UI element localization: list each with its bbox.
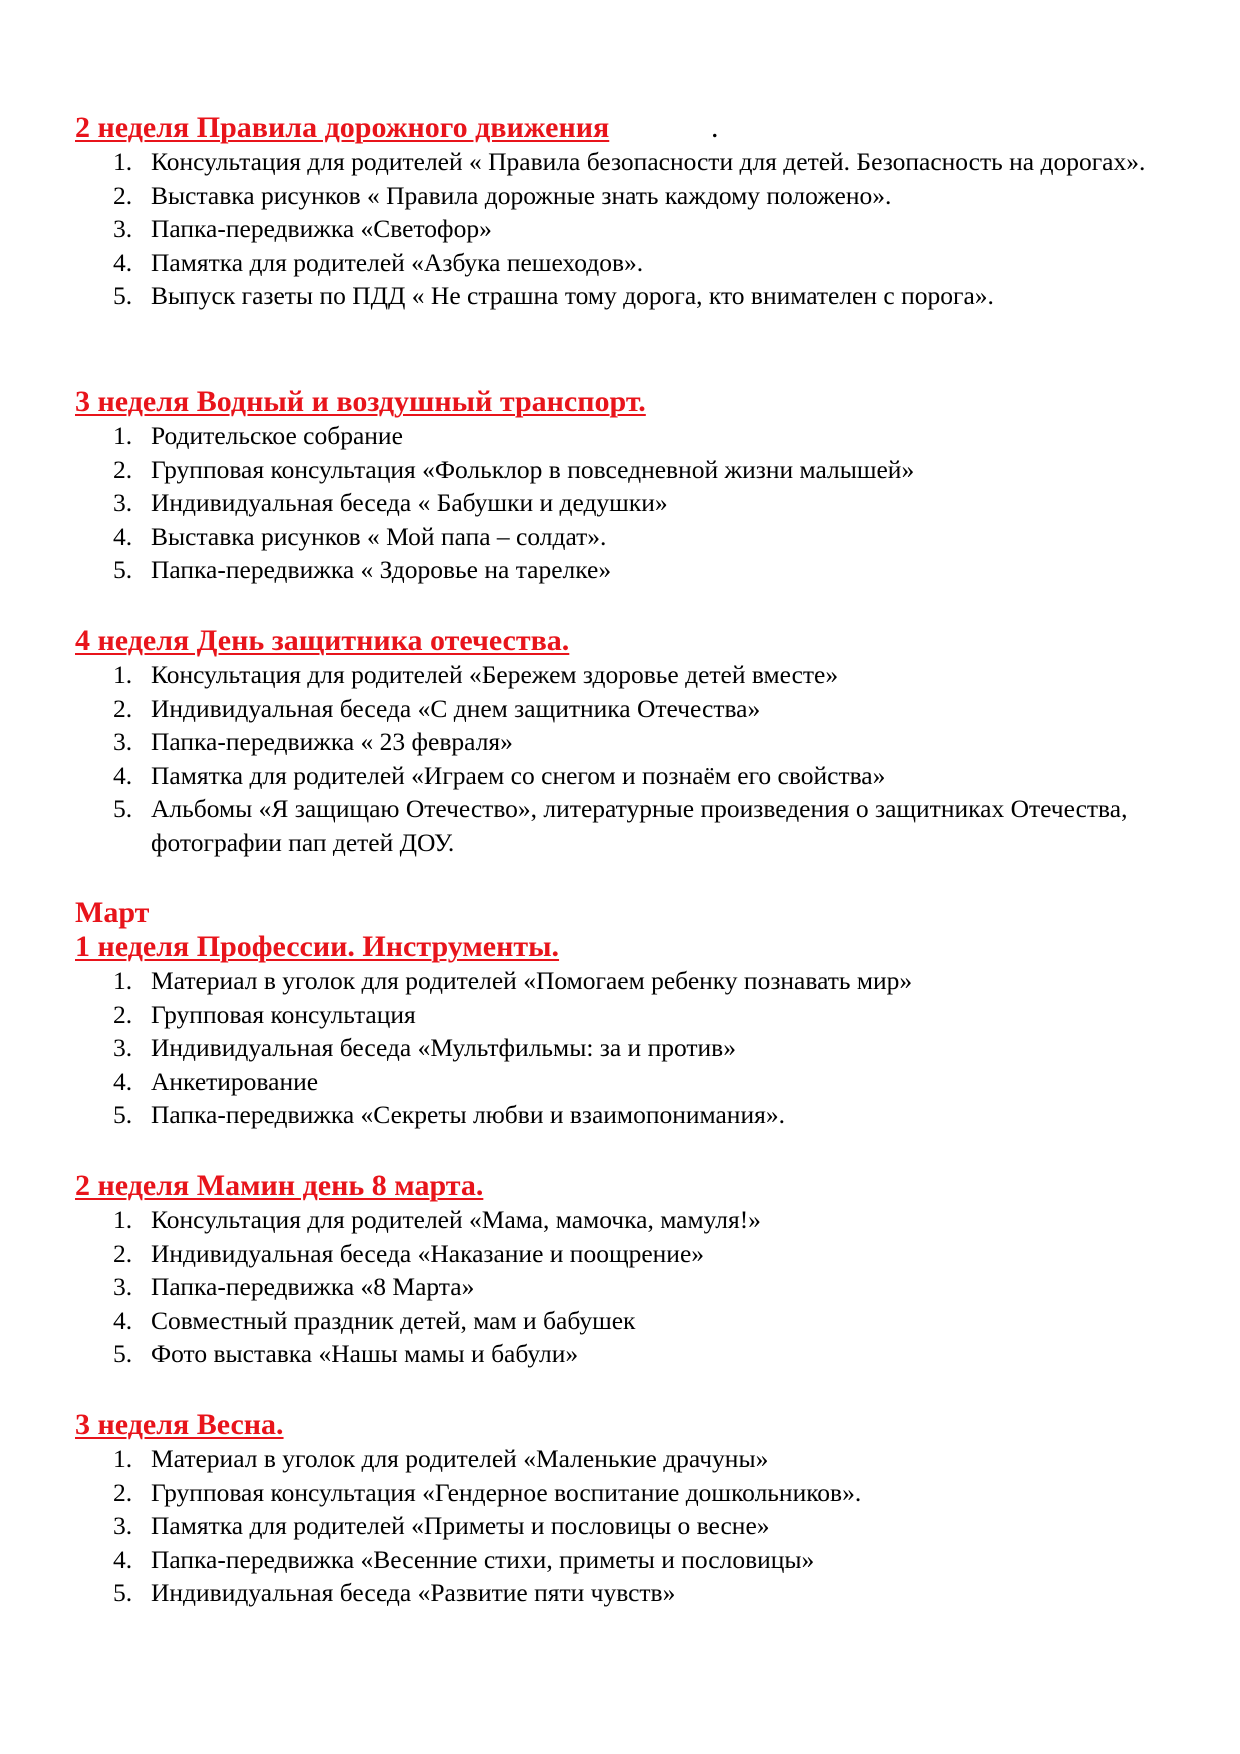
item-list [75, 964, 1185, 1132]
list-item: 2. Выставка рисунков « Правила дорожные знать каждому положено». [113, 180, 892, 210]
section-heading: 3 неделя Весна. [75, 1408, 284, 1441]
list-item: 2. Групповая консультация «Фольклор в повседневной жизни малышей» [113, 454, 915, 484]
list-item: 4. Анкетирование [113, 1066, 319, 1096]
heading-period: . [711, 111, 719, 144]
list-item: 1. Материал в уголок для родителей «Маленькие драчуны» [113, 1444, 769, 1473]
list-item: 3. Индивидуальная беседа « Бабушки и дедушки» [113, 488, 668, 517]
list-item: 1. Консультация для родителей «Бережем здоровье детей вместе» [113, 660, 839, 689]
item-list [75, 419, 1185, 587]
list-item: 5. Альбомы «Я защищаю Отечество», литературные произведения о защитниках Отечества, фотографии пап детей ДОУ. [113, 794, 1128, 857]
section-heading: 2 неделя Мамин день 8 марта. [75, 1169, 484, 1202]
section-march-week1-professions [75, 896, 1185, 1132]
list-item: 3. Папка-передвижка «8 Марта» [113, 1272, 475, 1301]
item-list [75, 1442, 1185, 1610]
list-item: 2. Индивидуальная беседа «Наказание и поощрение» [113, 1238, 705, 1268]
list-item: 3. Индивидуальная беседа «Мультфильмы: за и против» [113, 1033, 736, 1062]
list-item: 1. Материал в уголок для родителей «Помогаем ребенку познавать мир» [113, 966, 913, 995]
list-item: 5. Папка-передвижка « Здоровье на тарелке» [113, 555, 612, 584]
list-item: 2. Индивидуальная беседа «С днем защитника Отечества» [113, 693, 761, 723]
list-item: 5. Папка-передвижка «Секреты любви и взаимопонимания». [113, 1100, 785, 1129]
section-week4-defender-day [75, 624, 1185, 859]
section-heading: 1 неделя Профессии. Инструменты. [75, 930, 560, 963]
section-week3-transport [75, 385, 1185, 587]
list-item: 4. Памятка для родителей «Играем со снегом и познаём его свойства» [113, 760, 886, 790]
list-item: 1. Родительское собрание [113, 421, 403, 450]
item-list [75, 145, 1185, 313]
list-item: 5. Индивидуальная беседа «Развитие пяти чувств» [113, 1578, 676, 1607]
section-week3-spring [75, 1408, 1185, 1610]
list-item: 1. Консультация для родителей «Мама, мамочка, мамуля!» [113, 1205, 761, 1234]
section-heading: 4 неделя День защитника отечества. [75, 624, 570, 657]
section-heading: 3 неделя Водный и воздушный транспорт. [75, 385, 646, 418]
section-heading: 2 неделя Правила дорожного движения [75, 111, 610, 144]
month-title: Март [75, 896, 150, 929]
item-list [75, 658, 1185, 859]
list-item: 5. Выпуск газеты по ПДД « Не страшна тому дорога, кто внимателен с порога». [113, 281, 994, 310]
list-item: 3. Папка-передвижка «Светофор» [113, 214, 492, 243]
list-item: 5. Фото выставка «Нашы мамы и бабули» [113, 1339, 579, 1368]
list-item: 2. Групповая консультация [113, 999, 416, 1029]
section-week2-mothers-day [75, 1169, 1185, 1371]
list-item: 1. Консультация для родителей « Правила безопасности для детей. Безопасность на дорогах». [113, 147, 1146, 176]
section-week2-traffic-rules [75, 111, 1185, 313]
list-item: 3. Памятка для родителей «Приметы и пословицы о весне» [113, 1511, 770, 1540]
list-item: 2. Групповая консультация «Гендерное воспитание дошкольников». [113, 1477, 862, 1507]
list-item: 4. Памятка для родителей «Азбука пешеходов». [113, 247, 644, 277]
list-item: 3. Папка-передвижка « 23 февраля» [113, 727, 513, 756]
list-item: 4. Совместный праздник детей, мам и бабушек [113, 1305, 636, 1335]
item-list [75, 1203, 1185, 1371]
list-item: 4. Выставка рисунков « Мой папа – солдат». [113, 521, 607, 551]
list-item: 4. Папка-передвижка «Весенние стихи, приметы и пословицы» [113, 1544, 815, 1574]
